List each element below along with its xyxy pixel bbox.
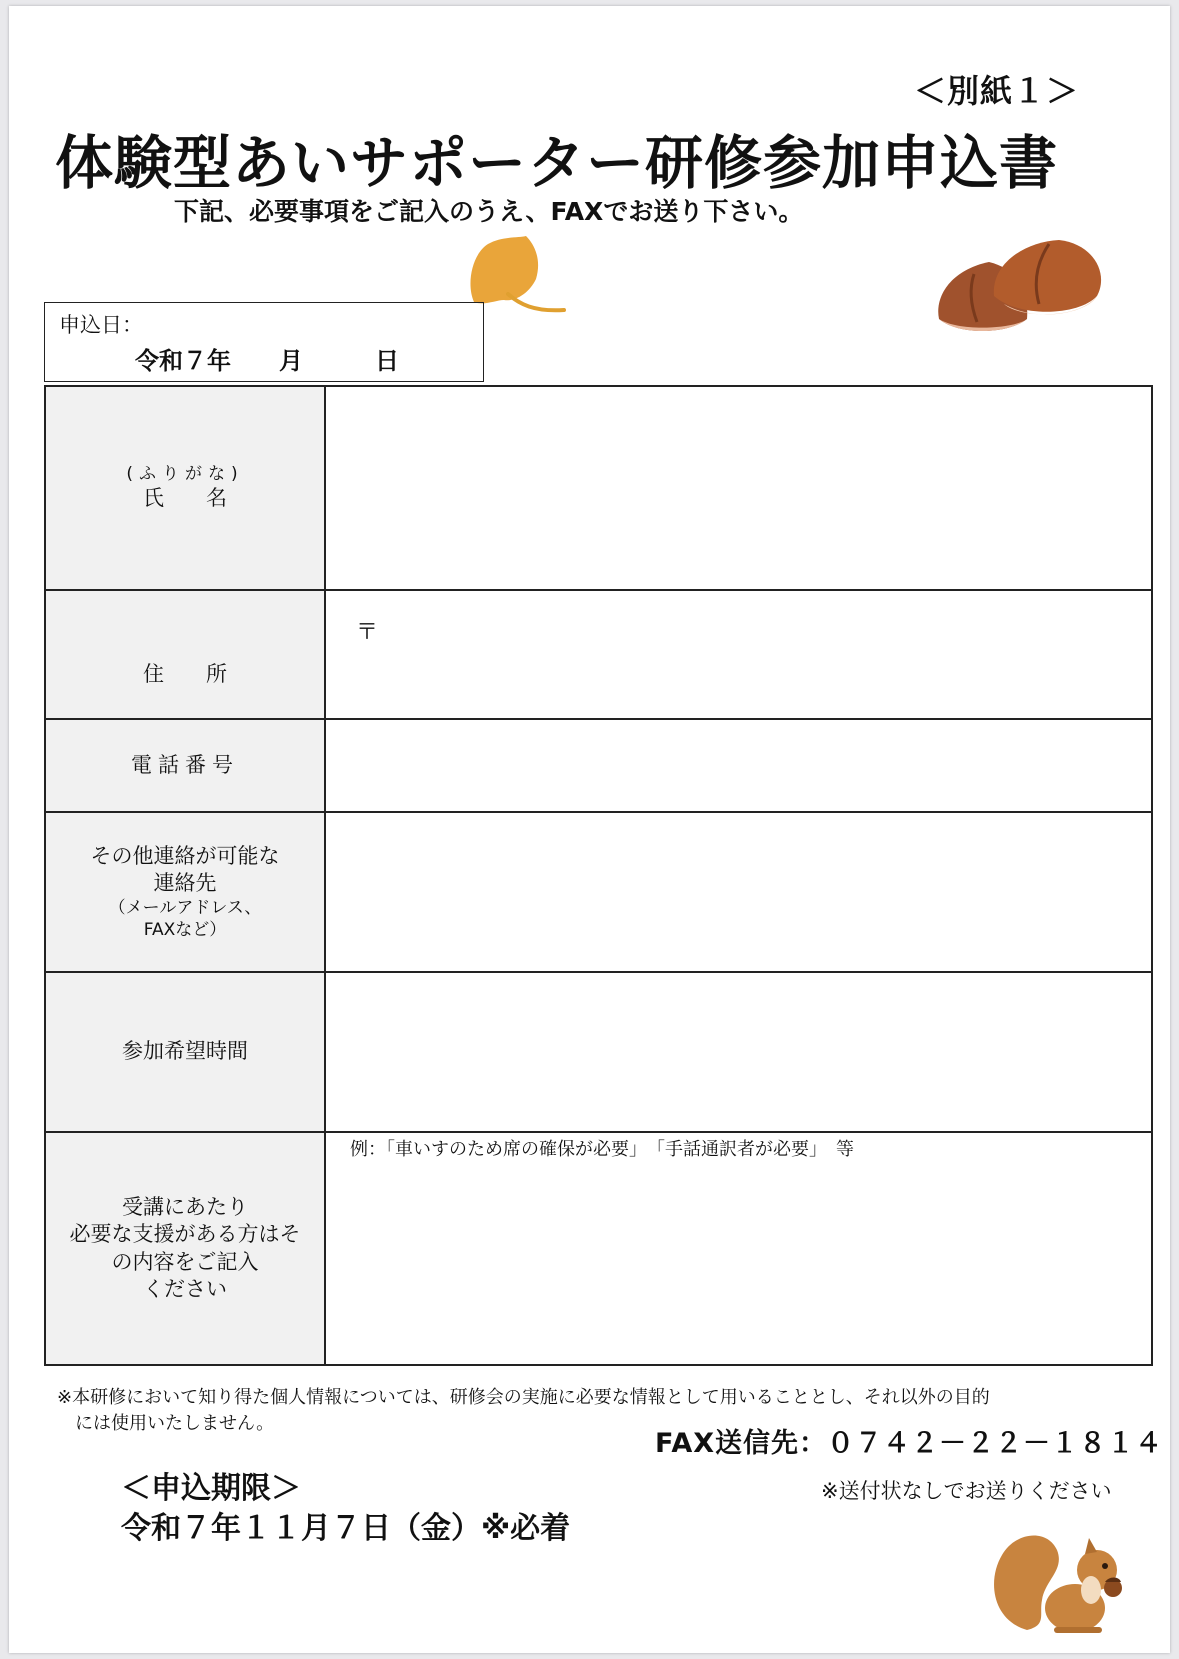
privacy-line2: には使用いたしません。 <box>57 1413 275 1435</box>
phone-field[interactable] <box>325 719 1152 812</box>
address-label: 住 所 <box>143 661 227 686</box>
application-form-page <box>9 6 1170 1653</box>
phone-row <box>45 719 1152 812</box>
preferred-time-row <box>45 972 1152 1132</box>
deadline-date: 令和７年１１月７日（金）※必着 <box>121 1511 571 1546</box>
deadline-heading: ＜申込期限＞ <box>121 1471 301 1506</box>
preferred-time-header <box>45 972 325 1132</box>
address-header <box>45 590 325 719</box>
preferred-time-label: 参加希望時間 <box>122 1039 248 1064</box>
support-line3: の内容をご記入 <box>111 1249 259 1274</box>
preferred-time-field[interactable] <box>325 972 1152 1132</box>
support-line4: ください <box>143 1276 227 1301</box>
other-contact-line2: 連絡先 <box>153 870 217 895</box>
fax-number: FAX送信先：０７４２－２２－１８１４ <box>655 1428 1164 1459</box>
name-row <box>45 386 1152 590</box>
address-row <box>45 590 1152 719</box>
no-cover-note: ※送付状なしでお送りください <box>821 1479 1112 1503</box>
phone-header <box>45 719 325 812</box>
privacy-line1: ※本研修において知り得た個人情報については、研修会の実施に必要な情報として用いることとし、それ以外の目的 <box>57 1387 990 1408</box>
attachment-label: ＜別紙１＞ <box>914 72 1080 110</box>
name-label: 氏 名 <box>143 486 227 511</box>
other-contact-field[interactable] <box>325 812 1152 972</box>
postal-mark: 〒 <box>356 620 379 645</box>
squirrel-icon <box>987 1520 1137 1640</box>
application-form-table <box>44 385 1153 1366</box>
name-field[interactable] <box>325 386 1152 590</box>
application-date-value[interactable]: 令和７年 月 日 <box>135 347 399 375</box>
name-header <box>45 386 325 590</box>
page-title: 体験型あいサポーター研修参加申込書 <box>55 129 1059 197</box>
other-contact-line1: その他連絡が可能な <box>90 843 280 868</box>
support-line1: 受講にあたり <box>122 1194 248 1219</box>
phone-label: 電話番号 <box>131 752 239 777</box>
application-date-box <box>44 302 484 382</box>
furigana-label: (ふりがな) <box>126 464 244 485</box>
other-contact-header <box>45 812 325 972</box>
other-contact-row <box>45 812 1152 972</box>
support-example: 例：「車いすのため席の確保が必要」 「手話通訳者が必要」 等 <box>350 1139 854 1160</box>
application-date-label: 申込日： <box>59 313 143 337</box>
page-subtitle: 下記、必要事項をご記入のうえ、FAXでお送り下さい。 <box>174 197 804 226</box>
support-row <box>45 1132 1152 1365</box>
address-field[interactable] <box>325 590 1152 719</box>
support-line2: 必要な支援がある方はそ <box>69 1222 301 1247</box>
support-header <box>45 1132 325 1365</box>
other-contact-line3: （メールアドレス、 <box>108 898 262 919</box>
support-field[interactable] <box>325 1132 1152 1365</box>
chestnuts-icon <box>929 234 1154 349</box>
other-contact-line4: FAXなど） <box>143 920 227 941</box>
